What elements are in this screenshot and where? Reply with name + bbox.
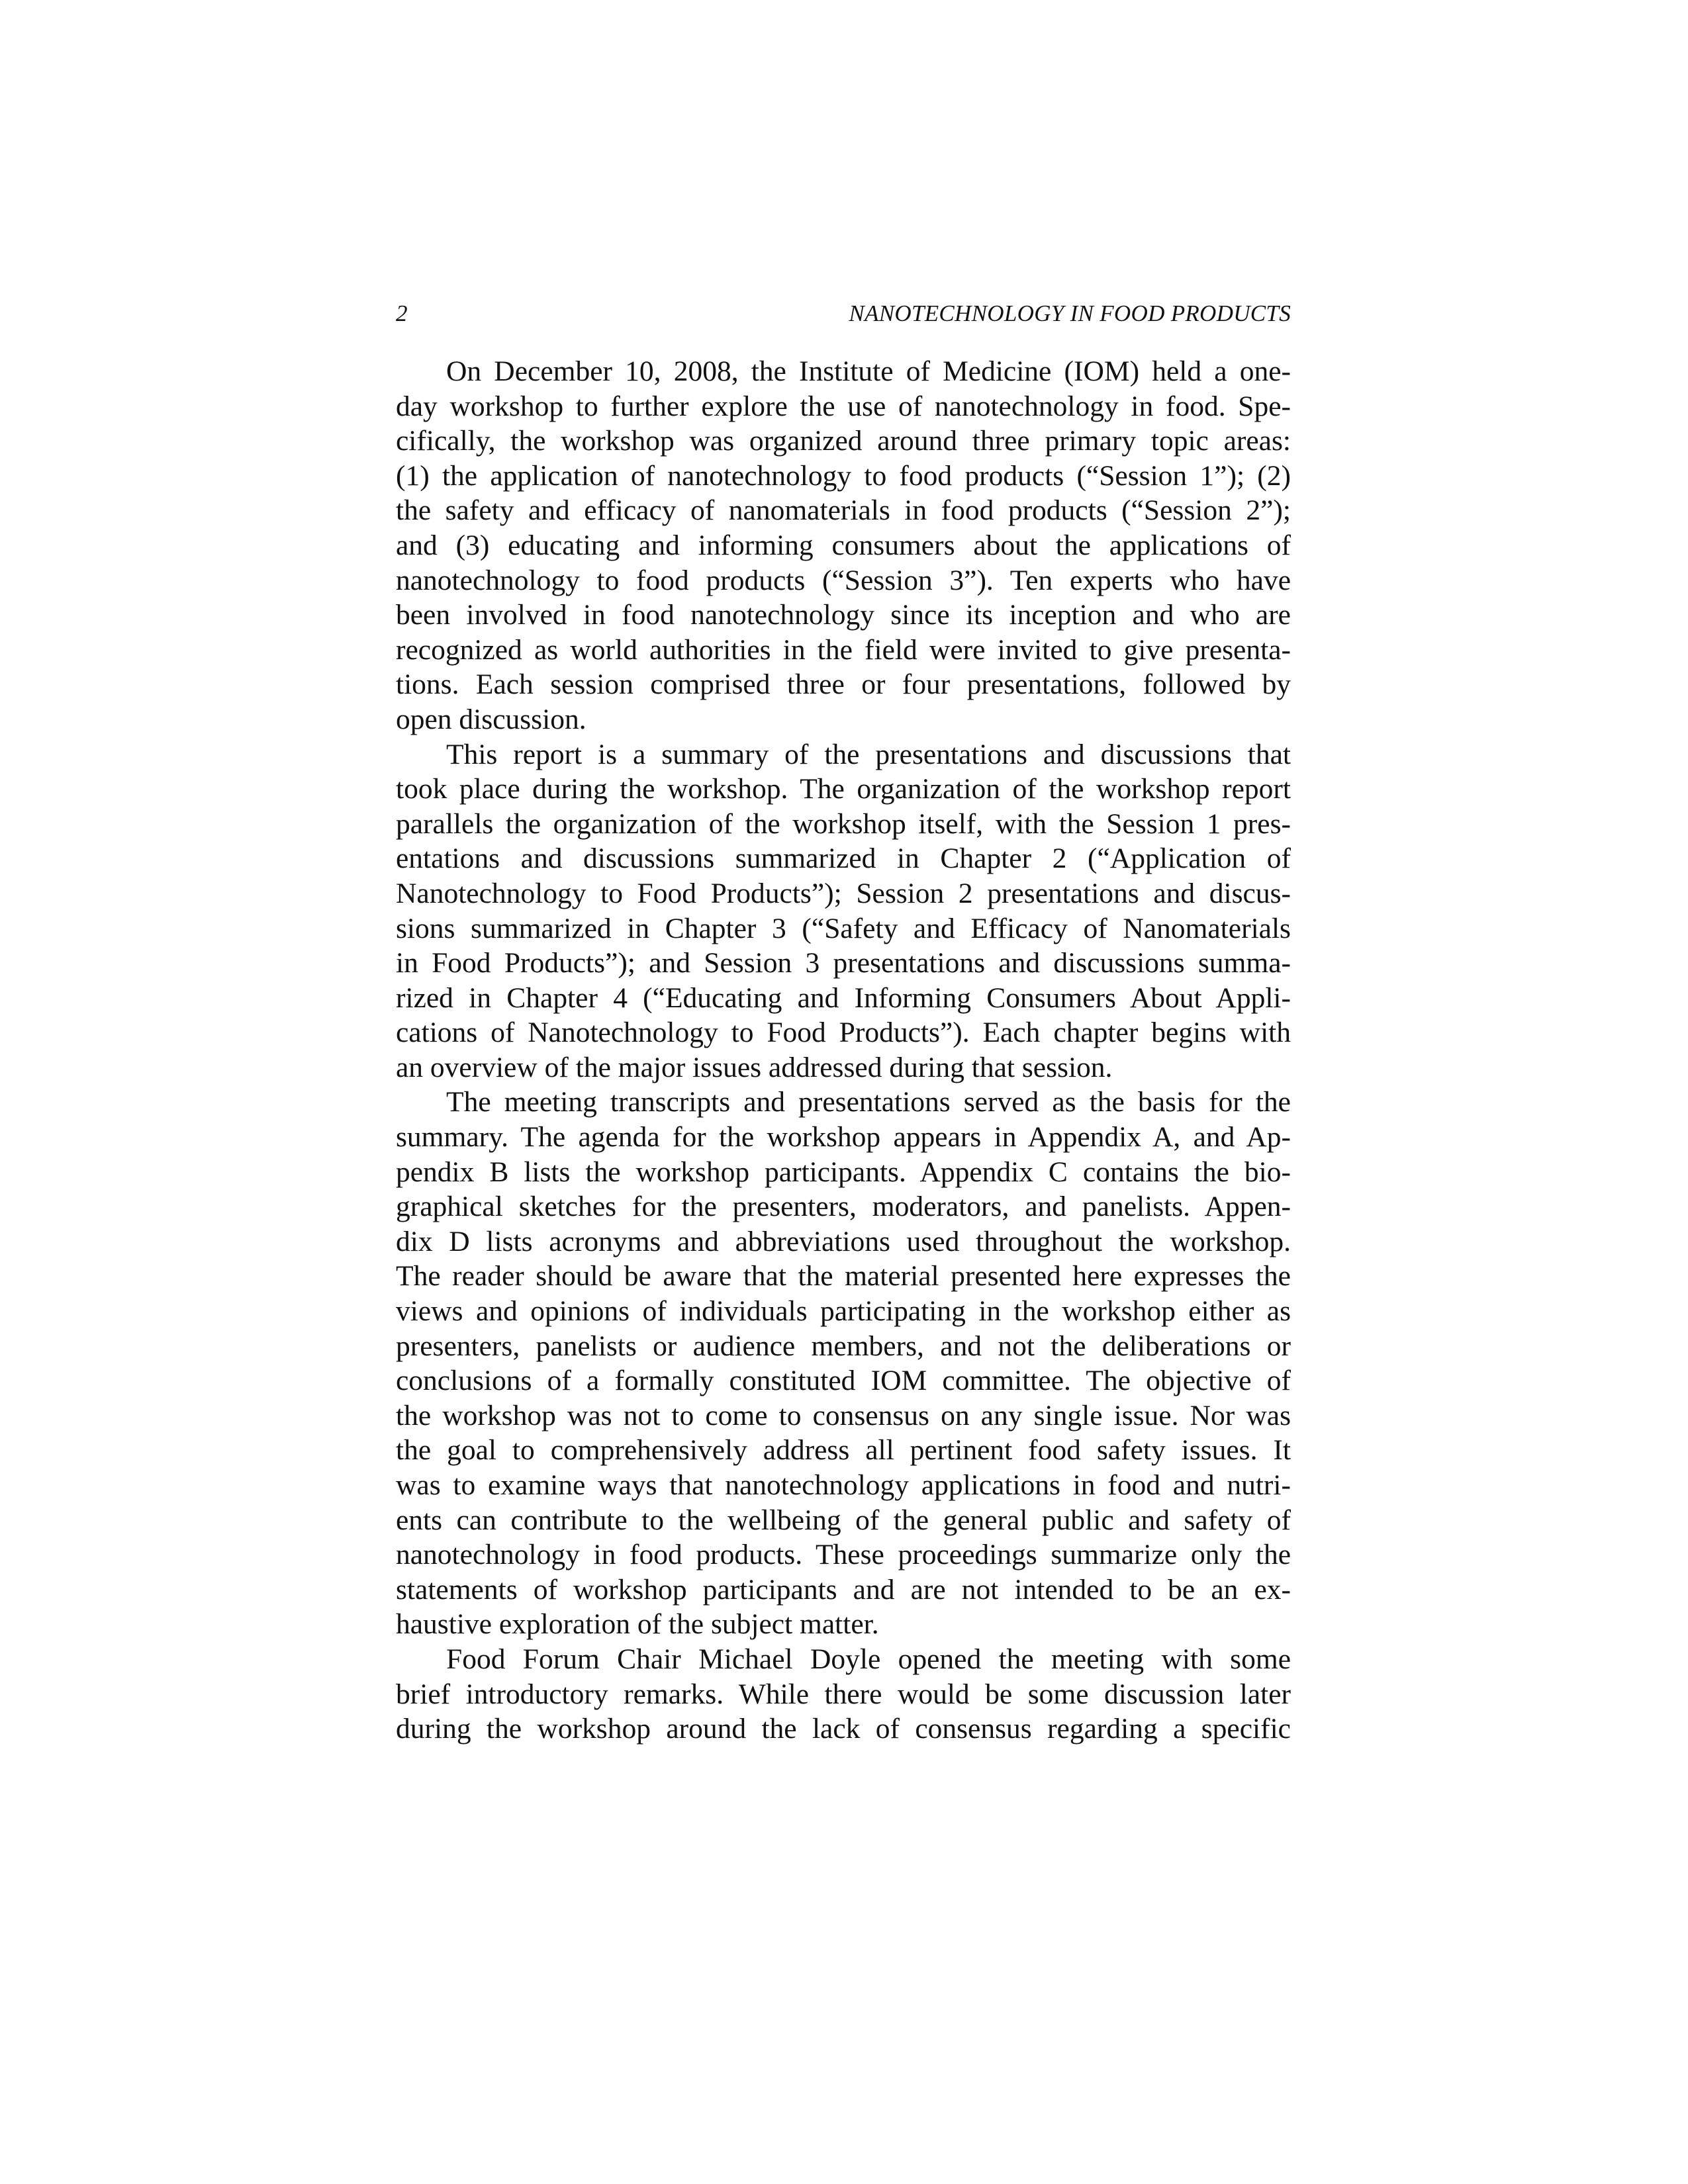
text-line: graphical sketches for the presenters, moderators, and panelists. Appen- [396,1191,1291,1223]
paragraph [396,737,1291,1085]
text-line: the safety and efficacy of nanomaterials in food products (“Session 2”); [396,494,1291,527]
text-line: the goal to comprehensively address all pertinent food safety issues. It [396,1434,1291,1467]
text-line: an overview of the major issues addressed during that session. [396,1051,1113,1083]
text-line: rized in Chapter 4 (“Educating and Informing Consumers About Appli- [396,981,1291,1014]
text-line: nanotechnology to food products (“Session 3”). Ten experts who have [396,564,1291,596]
text-line: Food Forum Chair Michael Doyle opened the meeting with some [446,1643,1291,1675]
text-line: in Food Products”); and Session 3 presentations and discussions summa- [396,947,1291,979]
running-title: NANOTECHNOLOGY IN FOOD PRODUCTS [849,300,1291,326]
text-line: and (3) educating and informing consumers about the applications of [396,529,1291,561]
text-line: cifically, the workshop was organized around three primary topic areas: [396,425,1291,457]
text-line: been involved in food nanotechnology since its inception and who are [396,599,1291,631]
body-text [396,354,1291,1747]
text-line: The meeting transcripts and presentations served as the basis for the [446,1086,1291,1118]
text-line: during the workshop around the lack of consensus regarding a specific [396,1713,1291,1745]
text-line: tions. Each session comprised three or four presentations, followed by [396,668,1291,701]
text-line: pendix B lists the workshop participants. Appendix C contains the bio- [396,1156,1291,1188]
paragraph [396,354,1291,737]
text-line: cations of Nanotechnology to Food Products”). Each chapter begins with [396,1017,1291,1049]
text-line: the workshop was not to come to consensus on any single issue. Nor was [396,1399,1291,1432]
paragraph [396,1642,1291,1747]
text-line: ents can contribute to the wellbeing of the general public and safety of [396,1504,1291,1536]
text-line: summary. The agenda for the workshop appears in Appendix A, and Ap- [396,1121,1291,1154]
text-line: was to examine ways that nanotechnology applications in food and nutri- [396,1469,1291,1501]
text-line: The reader should be aware that the material presented here expresses the [396,1260,1291,1293]
text-line: On December 10, 2008, the Institute of Medicine (IOM) held a one- [446,355,1291,387]
running-header [396,299,1291,328]
text-line: conclusions of a formally constituted IOM committee. The objective of [396,1365,1291,1397]
page-number: 2 [396,300,408,326]
text-line: This report is a summary of the presentations and discussions that [446,738,1291,770]
text-line: day workshop to further explore the use of nanotechnology in food. Spe- [396,390,1291,422]
text-line: sions summarized in Chapter 3 (“Safety and Efficacy of Nanomaterials [396,912,1291,944]
text-line: dix D lists acronyms and abbreviations used throughout the workshop. [396,1225,1291,1257]
text-line: recognized as world authorities in the field were invited to give presenta- [396,633,1291,666]
text-line: open discussion. [396,703,586,735]
paragraph [396,1085,1291,1642]
text-line: entations and discussions summarized in Chapter 2 (“Application of [396,842,1291,875]
text-line: Nanotechnology to Food Products”); Session 2 presentations and discus- [396,877,1291,909]
text-line: parallels the organization of the workshop itself, with the Session 1 pres- [396,807,1291,840]
text-line: presenters, panelists or audience members, and not the deliberations or [396,1330,1291,1362]
text-line: views and opinions of individuals participating in the workshop either as [396,1295,1291,1328]
text-line: (1) the application of nanotechnology to food products (“Session 1”); (2) [396,459,1291,492]
text-line: brief introductory remarks. While there would be some discussion later [396,1678,1291,1710]
text-line: nanotechnology in food products. These proceedings summarize only the [396,1539,1291,1571]
text-line: haustive exploration of the subject matter. [396,1608,879,1641]
text-line: took place during the workshop. The organization of the workshop report [396,773,1291,805]
text-line: statements of workshop participants and are not intended to be an ex- [396,1573,1291,1606]
